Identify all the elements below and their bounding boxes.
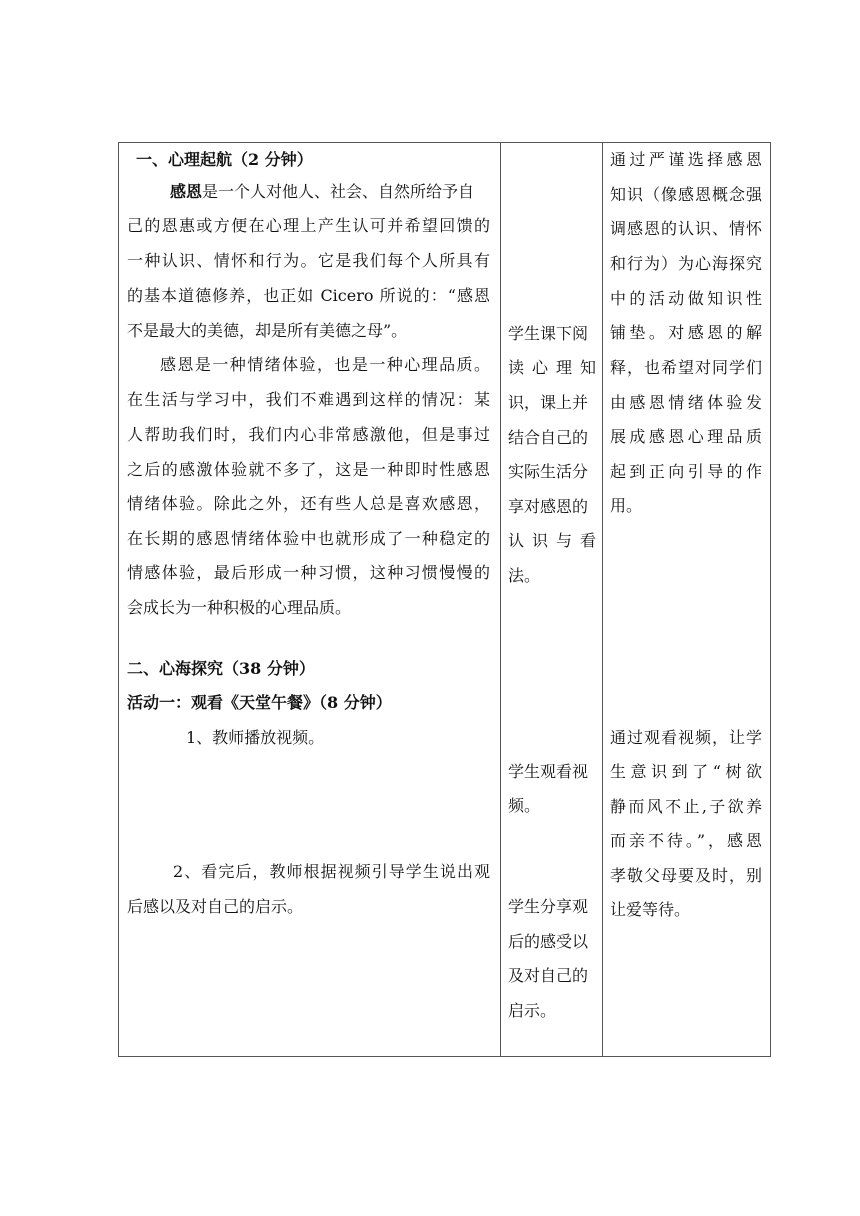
step1: 1、教师播放视频。 [186,728,325,747]
student-activity-line: 启示。 [508,1001,557,1020]
para2-line: 情绪体验。除此之外，还有些人总是喜欢感恩， [127,494,490,513]
student-activity-line: 法。 [508,566,541,585]
para1-line: 一种认识、情怀和行为。它是我们每个人所具有 [127,251,490,270]
student-activity-line: 享对感恩的 [508,497,589,516]
step2-line: 2、看完后，教师根据视频引导学生说出观 [173,862,490,881]
student-activity-line: 学生课下阅 [508,324,589,343]
student-activity-line: 学生分享观 [508,897,589,916]
design-intent-line: 调感恩的认识、情怀 [610,219,762,238]
student-activity-line: 认 识 与 看 [508,531,596,550]
para1-line: 的基本道德修养，也正如 Cicero 所说的：“感恩 [127,286,490,305]
section2-heading: 二、心海探究（38 分钟） [127,659,315,678]
design-intent-line: 知识（像感恩概念强 [610,185,762,204]
design-intent-line: 展成感恩心理品质 [610,427,762,446]
para2-line: 在生活与学习中，我们不难遇到这样的情况：某 [127,390,490,409]
design-intent-line: 由感恩情绪体验发 [610,393,762,412]
para2-line: 之后的感激体验就不多了，这是一种即时性感恩 [127,460,490,479]
step2-line: 后感以及对自己的启示。 [127,897,304,916]
student-activity-line: 实际生活分 [508,462,589,481]
para2-line: 感恩是一种情绪体验，也是一种心理品质。 [160,355,490,374]
para2-line: 会成长为一种积极的心理品质。 [127,598,352,617]
design-intent-line: 中的活动做知识性 [610,289,762,308]
student-activity-line: 学生观看视 [508,762,589,781]
para1-term: 感恩 [170,182,203,201]
design-intent-line: 铺垫。对感恩的解 [610,323,762,342]
para1-line1-rest: 是一个人对他人、社会、自然所给予自 [202,182,475,201]
design-intent-line: 而亲不待。”，感恩 [610,831,762,850]
para2-line: 情感体验，最后形成一种习惯，这种习惯慢慢的 [127,563,490,582]
student-activity-line: 频。 [508,796,541,815]
para1-line [170,182,490,202]
design-intent-line: 用。 [610,496,643,515]
student-activity-line: 结合自己的 [508,428,589,447]
para1-line: 己的恩惠或方便在心理上产生认可并希望回馈的 [127,216,490,235]
student-activity-line: 后的感受以 [508,932,589,951]
design-intent-line: 起到正向引导的作 [610,462,762,481]
para2-line: 在长期的感恩情绪体验中也就形成了一种稳定的 [127,529,490,548]
design-intent-line: 通过观看视频，让学 [610,728,762,747]
design-intent-line: 释，也希望对同学们 [610,358,762,377]
para2-line: 人帮助我们时，我们内心非常感激他，但是事过 [127,425,490,444]
design-intent-line: 和行为）为心海探究 [610,254,762,273]
column-divider [500,143,501,1056]
design-intent-line: 生意识到了“树欲 [610,762,762,781]
student-activity-line: 及对自己的 [508,966,589,985]
design-intent-line: 静而风不止,子欲养 [610,797,762,816]
design-intent-line: 通过严谨选择感恩 [610,150,762,169]
para1-line: 不是最大的美德，却是所有美德之母”。 [127,321,408,340]
student-activity-line: 读 心 理 知 [508,358,596,377]
activity1-heading: 活动一：观看《天堂午餐》（8 分钟） [127,693,392,712]
design-intent-line: 让爱等待。 [610,900,691,919]
student-activity-line: 识，课上并 [508,393,589,412]
section1-heading: 一、心理起航（2 分钟） [136,150,313,169]
design-intent-line: 孝敬父母要及时，别 [610,866,762,885]
column-divider [602,143,603,1056]
